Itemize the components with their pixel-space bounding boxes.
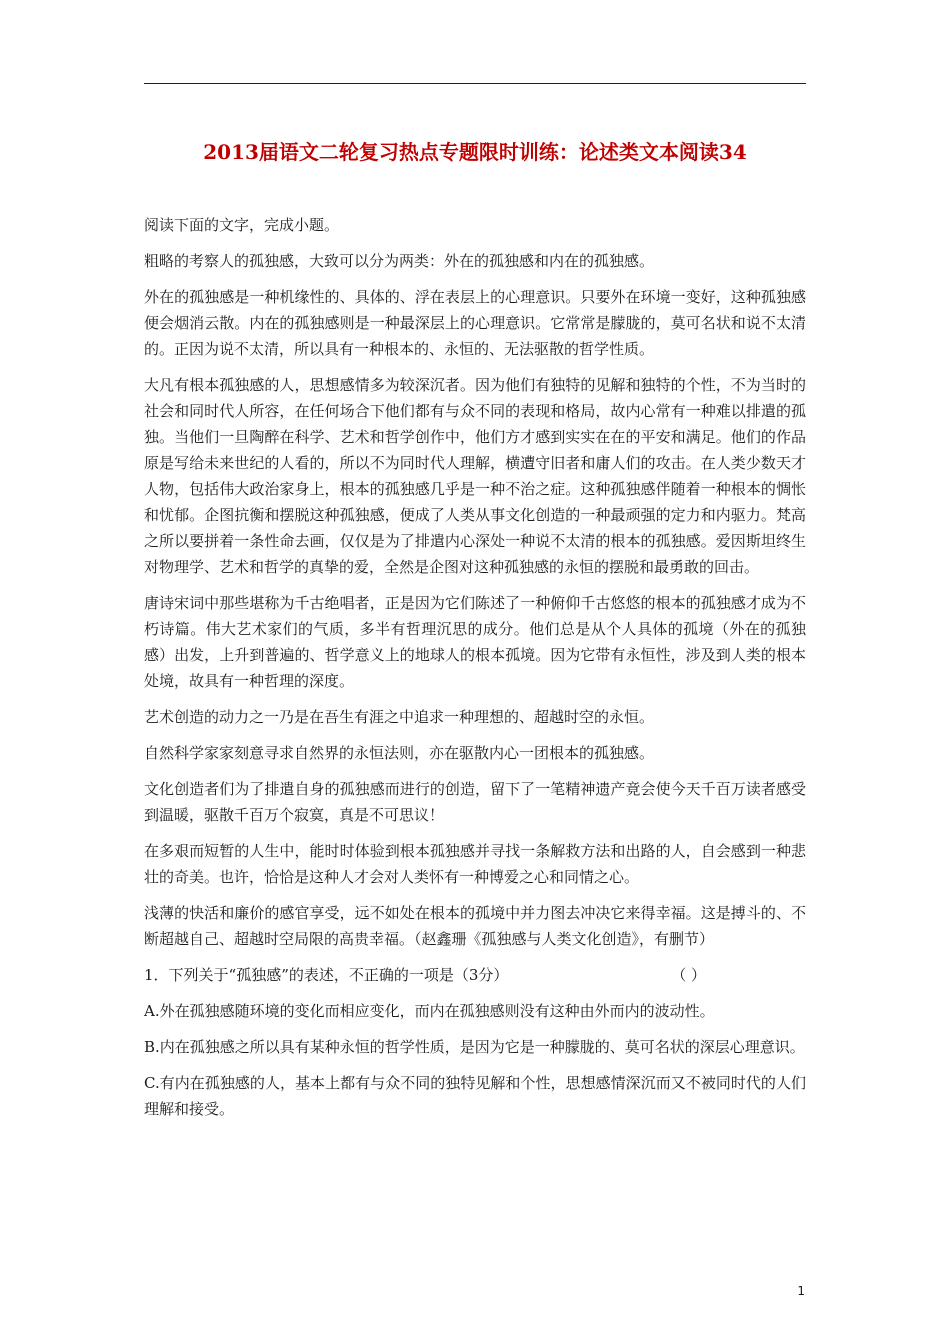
option-b: B.内在孤独感之所以具有某种永恒的哲学性质，是因为它是一种朦胧的、莫可名状的深层心理意识。 xyxy=(144,1038,805,1056)
option-a: A.外在孤独感随环境的变化而相应变化，而内在孤独感则没有这种由外而内的波动性。 xyxy=(144,1002,715,1020)
header-rule xyxy=(144,83,806,84)
body-paragraph: 在多艰而短暂的人生中，能时时体验到根本孤独感并寻找一条解救方法和出路的人，自会感到一种悲壮的奇美。也许，恰恰是这种人才会对人类怀有一种博爱之心和同情之心。 xyxy=(144,842,806,886)
instruction: 阅读下面的文字，完成小题。 xyxy=(144,216,340,234)
page-number: 1 xyxy=(797,1284,805,1298)
question-stem-line xyxy=(144,962,806,988)
body-paragraph: 大凡有根本孤独感的人，思想感情多为较深沉者。因为他们有独特的见解和独特的个性，不为当时的社会和同时代人所容，在任何场合下他们都有与众不同的表现和格局，故内心常有一种难以排遣的孤独。当他们一旦陶醉在科学、艺术和哲学创作中，他们方才感到实实在在的平安和满足。他们的作品原是写给未来世纪的人看的，所以不为同时代人理解，横遭守旧者和庸人们的攻击。在人类少数天才人物，包括伟大政治家身上，根本的孤独感几乎是一种不治之症。这种孤独感伴随着一种根本的惆怅和忧郁。企图抗衡和摆脱这种孤独感，便成了人类从事文化创造的一种最顽强的定力和内驱力。梵高之所以要拼着一条性命去画，仅仅是为了排遣内心深处一种说不太清的根本的孤独感。爱因斯坦终生对物理学、艺术和哲学的真挚的爱，全然是企图对这种孤独感的永恒的摆脱和最勇敢的回击。 xyxy=(144,376,806,576)
body-paragraph: 艺术创造的动力之一乃是在吾生有涯之中追求一种理想的、超越时空的永恒。 xyxy=(144,708,655,726)
body-paragraph: 唐诗宋词中那些堪称为千古绝唱者，正是因为它们陈述了一种俯仰千古悠悠的根本的孤独感才成为不朽诗篇。伟大艺术家们的气质，多半有哲理沉思的成分。他们总是从个人具体的孤境（外在的孤独感）出发，上升到普遍的、哲学意义上的地球人的根本孤境。因为它带有永恒性，涉及到人类的根本处境，故具有一种哲理的深度。 xyxy=(144,594,806,690)
document-title: 2013届语文二轮复习热点专题限时训练：论述类文本阅读34 xyxy=(203,140,747,164)
body-paragraph: 自然科学家家刻意寻求自然界的永恒法则，亦在驱散内心一团根本的孤独感。 xyxy=(144,744,655,762)
question-stem: 1．下列关于“孤独感”的表述，不正确的一项是（3分） xyxy=(144,966,509,984)
body-paragraph: 粗略的考察人的孤独感，大致可以分为两类：外在的孤独感和内在的孤独感。 xyxy=(144,252,655,270)
body-paragraph: 文化创造者们为了排遣自身的孤独感而进行的创造，留下了一笔精神遗产竟会使今天千百万读者感受到温暖，驱散千百万个寂寞，真是不可思议！ xyxy=(144,780,806,824)
body-paragraph: 外在的孤独感是一种机缘性的、具体的、浮在表层上的心理意识。只要外在环境一变好，这种孤独感便会烟消云散。内在的孤独感则是一种最深层上的心理意识。它常常是朦胧的，莫可名状和说不太清的。正因为说不太清，所以具有一种根本的、永恒的、无法驱散的哲学性质。 xyxy=(144,288,806,358)
answer-blank: （ ） xyxy=(671,966,706,984)
option-c: C.有内在孤独感的人，基本上都有与众不同的独特见解和个性，思想感情深沉而又不被同时代的人们理解和接受。 xyxy=(144,1074,806,1118)
document-body xyxy=(144,212,806,1132)
body-paragraph: 浅薄的快活和廉价的感官享受，远不如处在根本的孤境中并力图去冲决它来得幸福。这是搏斗的、不断超越自己、超越时空局限的高贵幸福。（赵鑫珊《孤独感与人类文化创造》，有删节） xyxy=(144,904,806,948)
